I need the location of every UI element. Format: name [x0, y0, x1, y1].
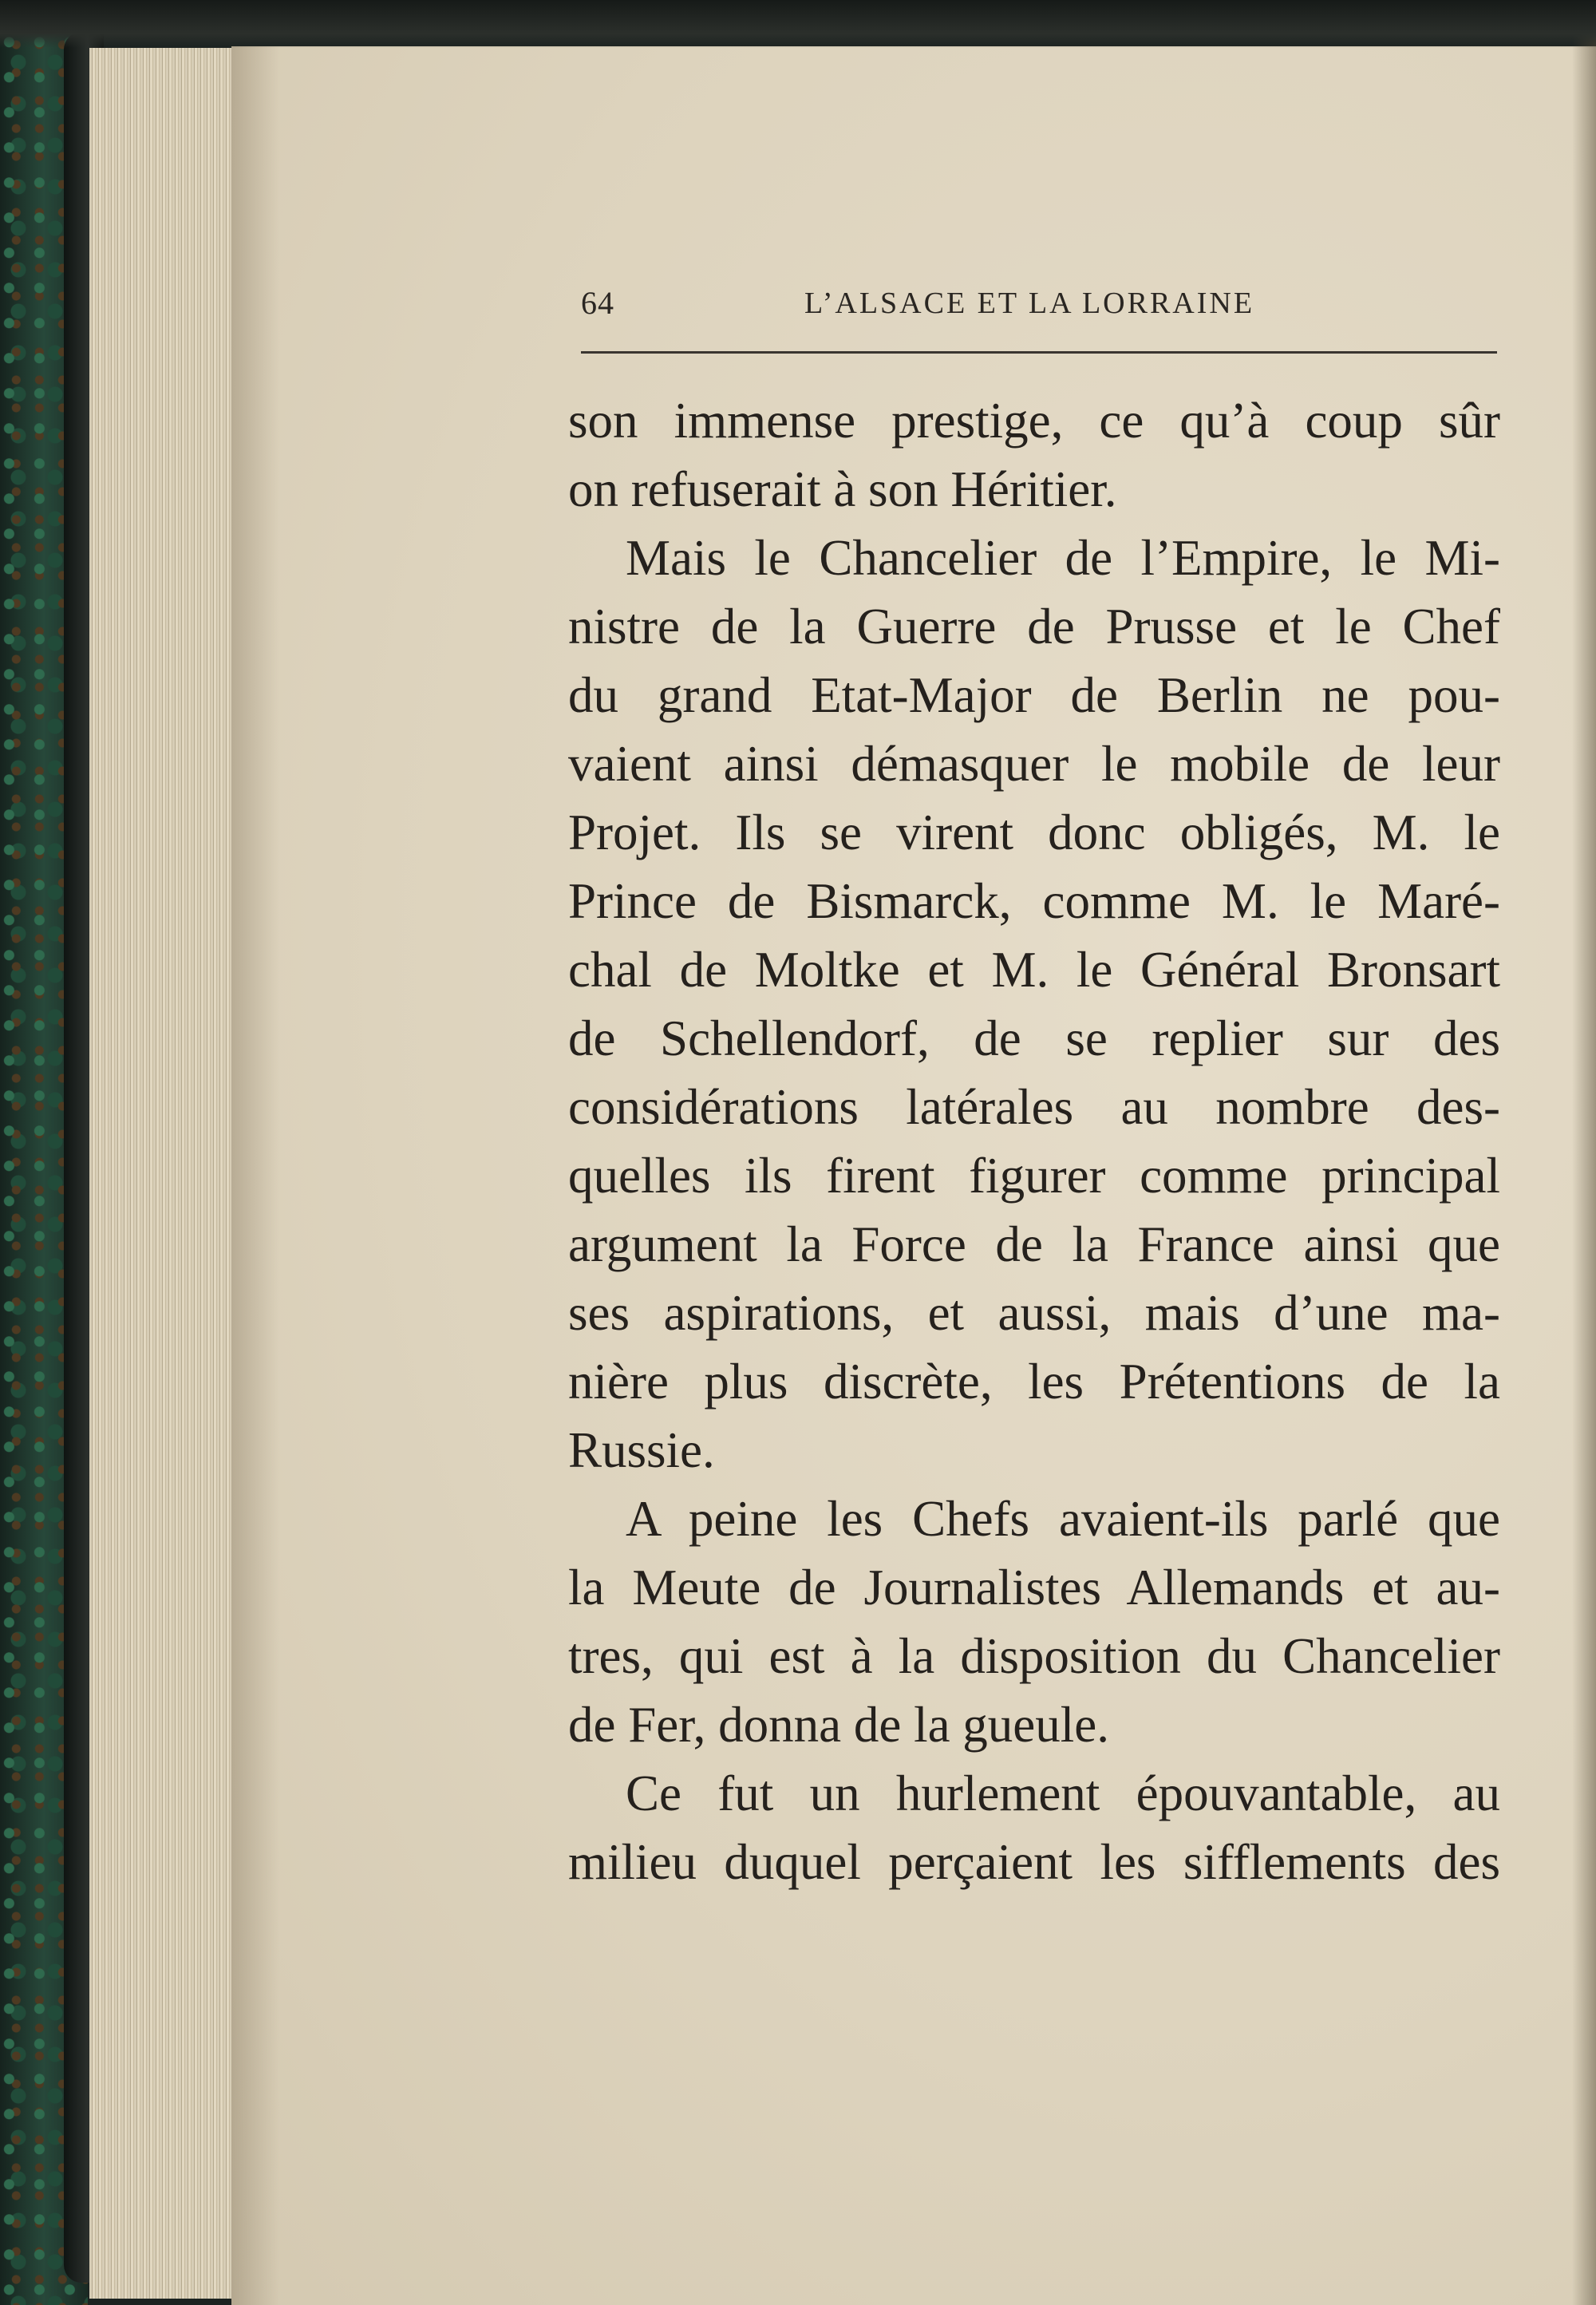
book-title: L’ALSACE ET LA LORRAINE [804, 287, 1255, 320]
text-line: nistre de la Guerre de Prusse et le Chef [568, 599, 1500, 654]
text-line: ses aspirations, et aussi, mais d’une ma- [568, 1285, 1500, 1341]
text-line: milieu duquel perçaient les sifflements des [568, 1834, 1500, 1890]
text-line: de Schellendorf, de se replier sur des [568, 1010, 1500, 1066]
text-line: considérations latérales au nombre des- [568, 1079, 1500, 1135]
text-line: la Meute de Journalistes Allemands et au- [568, 1560, 1500, 1615]
page-right-edge [1572, 32, 1596, 2305]
header-rule [581, 351, 1497, 354]
text-line: quelles ils firent figurer comme principal [568, 1148, 1500, 1204]
text-line: tres, qui est à la disposition du Chancelier [568, 1628, 1500, 1684]
text-line: Projet. Ils se virent donc obligés, M. le [568, 805, 1500, 860]
text-line: nière plus discrète, les Prétentions de la [568, 1354, 1500, 1409]
text-line: Ce fut un hurlement épouvantable, au [626, 1765, 1500, 1821]
running-head [581, 279, 1499, 335]
text-line: son immense prestige, ce qu’à coup sûr [568, 393, 1500, 449]
page-block-edges [89, 48, 241, 2299]
text-line: argument la Force de la France ainsi que [568, 1216, 1500, 1272]
top-edge-shadow [0, 0, 1596, 48]
page-number: 64 [581, 285, 614, 321]
text-line: on refuserait à son Héritier. [568, 461, 1117, 517]
text-line: Mais le Chancelier de l’Empire, le Mi- [626, 530, 1500, 586]
text-line: vaient ainsi démasquer le mobile de leur [568, 736, 1500, 792]
text-line: chal de Moltke et M. le Général Bronsart [568, 942, 1500, 998]
text-line: Russie. [568, 1422, 715, 1478]
text-line: du grand Etat-Major de Berlin ne pou- [568, 667, 1500, 723]
gutter-shadow [231, 46, 279, 2305]
text-line: de Fer, donna de la gueule. [568, 1697, 1109, 1753]
text-line: A peine les Chefs avaient-ils parlé que [626, 1491, 1500, 1547]
text-line: Prince de Bismarck, comme M. le Maré- [568, 873, 1500, 929]
body-text [568, 386, 1500, 1896]
